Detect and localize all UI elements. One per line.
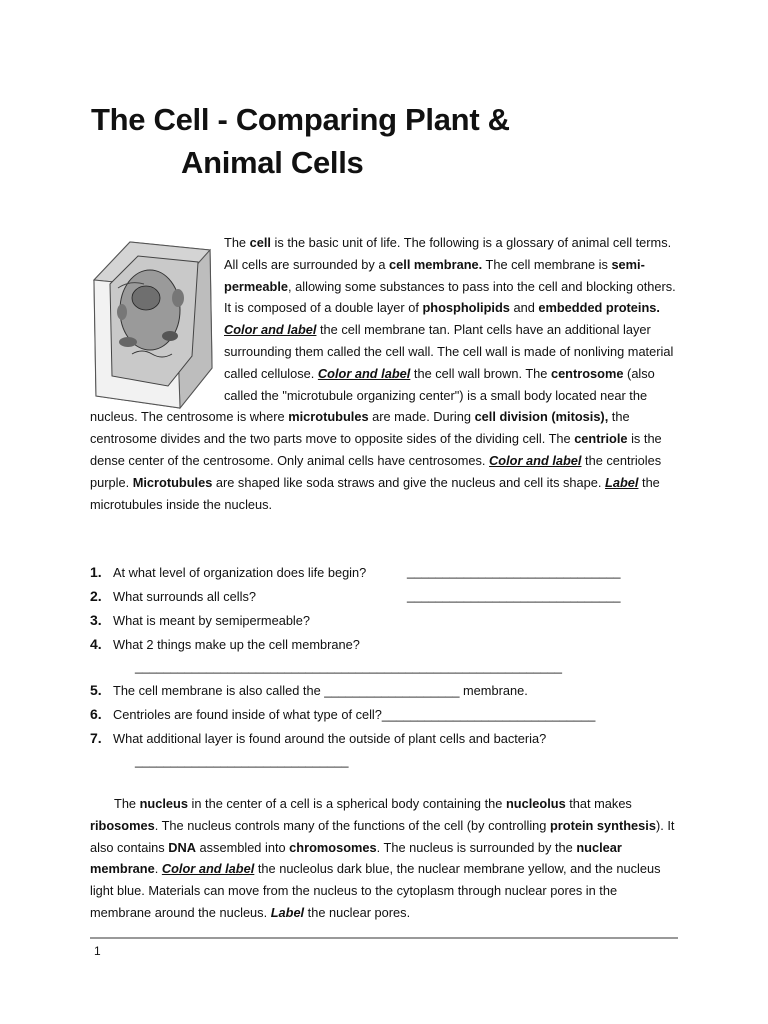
term-dna: DNA xyxy=(168,839,196,855)
answer-line[interactable]: ______________________________ xyxy=(135,753,349,768)
instruction-color-label: Color and label xyxy=(317,365,411,381)
term-centrosome: centrosome xyxy=(550,365,624,381)
term-chromosomes: chromosomes xyxy=(289,839,377,855)
term-protein-synthesis: protein synthesis xyxy=(549,817,656,833)
question-6: 6. Centrioles are found inside of what type of cell?______________________________ xyxy=(90,706,596,722)
title-line-2: Animal Cells xyxy=(181,145,364,180)
question-4: 4. What 2 things make up the cell membrane? xyxy=(90,636,360,652)
nucleus-paragraph: The nucleus in the center of a cell is a spherical body containing the nucleolus that makes ribosomes. The nucleus controls many of the functions of the cell (by controlling protein synthesis). It also contains DNA assembled into chromosomes. The nucleus is surrounded by the nuclear membrane. Color and label the nucleolus dark blue, the nuclear membrane yellow, and the nucleus light blue. Materials can move from the nucleus to the cytoplasm through nuclear pores in the membrane around the nucleus. Label the nuclear pores. xyxy=(90,796,675,920)
answer-line[interactable]: ______________________________ xyxy=(407,588,621,603)
answer-line[interactable]: ____________________________________________________________ xyxy=(135,659,563,674)
instruction-color-label: Color and label xyxy=(489,452,582,468)
term-microtubules-2: Microtubules xyxy=(132,474,213,490)
question-5: 5. The cell membrane is also called the ___________________ membrane. xyxy=(90,682,528,698)
term-nucleolus: nucleolus xyxy=(505,796,566,811)
answer-line[interactable]: ______________________________ xyxy=(407,564,621,579)
term-centriole: centriole xyxy=(574,431,628,447)
term-embedded-proteins: embedded proteins. xyxy=(538,300,660,316)
term-nucleus: nucleus xyxy=(139,796,188,811)
footer-divider xyxy=(90,937,678,939)
page-number: 1 xyxy=(94,944,101,958)
term-ribosomes: ribosomes xyxy=(90,817,155,833)
instruction-color-label: Color and label xyxy=(224,322,317,338)
question-7: 7. What additional layer is found around the outside of plant cells and bacteria? xyxy=(90,730,547,746)
intro-paragraph: The cell is the basic unit of life. The following is a glossary of animal cell terms. All cells are surrounded by a cell membrane. The cell membrane is semi-permeable, allowing some substances to pass into the cell and blocking others. It is composed of a double layer of phospholipids and embedded proteins. Color and label the cell membrane tan. Plant cells have an additional layer surrounding them called the cell wall. The cell wall is made of nonliving material called cellulose. Color and label the cell wall brown. The centrosome (also called the "microtubule organizing center") is a small body located near the nucleus. The centrosome is where microtubules are made. During cell division (mitosis), the centrosome divides and the two parts move to opposite sides of the dividing cell. The centriole is the dense center of the centrosome. Only animal cells have centrosomes. Color and label the centrioles purple. Microtubules are shaped like soda straws and give the nucleus and cell its shape. Label the microtubules inside the nucleus. xyxy=(90,235,676,512)
term-nuclear-membrane: nuclear membrane xyxy=(90,839,622,877)
question-3: 3. What is meant by semipermeable? xyxy=(90,612,311,628)
page-title xyxy=(91,98,510,184)
title-line-1: The Cell - Comparing Plant & xyxy=(91,102,510,137)
question-2: 2. What surrounds all cells? ______________________________ xyxy=(90,584,690,608)
question-1: 1. At what level of organization does life begin? ______________________________ xyxy=(90,560,690,584)
term-microtubules: microtubules xyxy=(288,409,369,425)
instruction-label: Label xyxy=(270,904,305,920)
term-semi-permeable: semi-permeable xyxy=(224,256,645,294)
term-cell-division: cell division (mitosis), xyxy=(474,409,609,425)
term-phospholipids: phospholipids xyxy=(422,300,510,316)
question-list xyxy=(90,560,690,772)
instruction-label: Label xyxy=(605,474,639,490)
instruction-color-label: Color and label xyxy=(161,861,255,877)
term-cell-membrane: cell membrane. xyxy=(389,256,483,272)
term-cell: cell xyxy=(249,235,271,250)
